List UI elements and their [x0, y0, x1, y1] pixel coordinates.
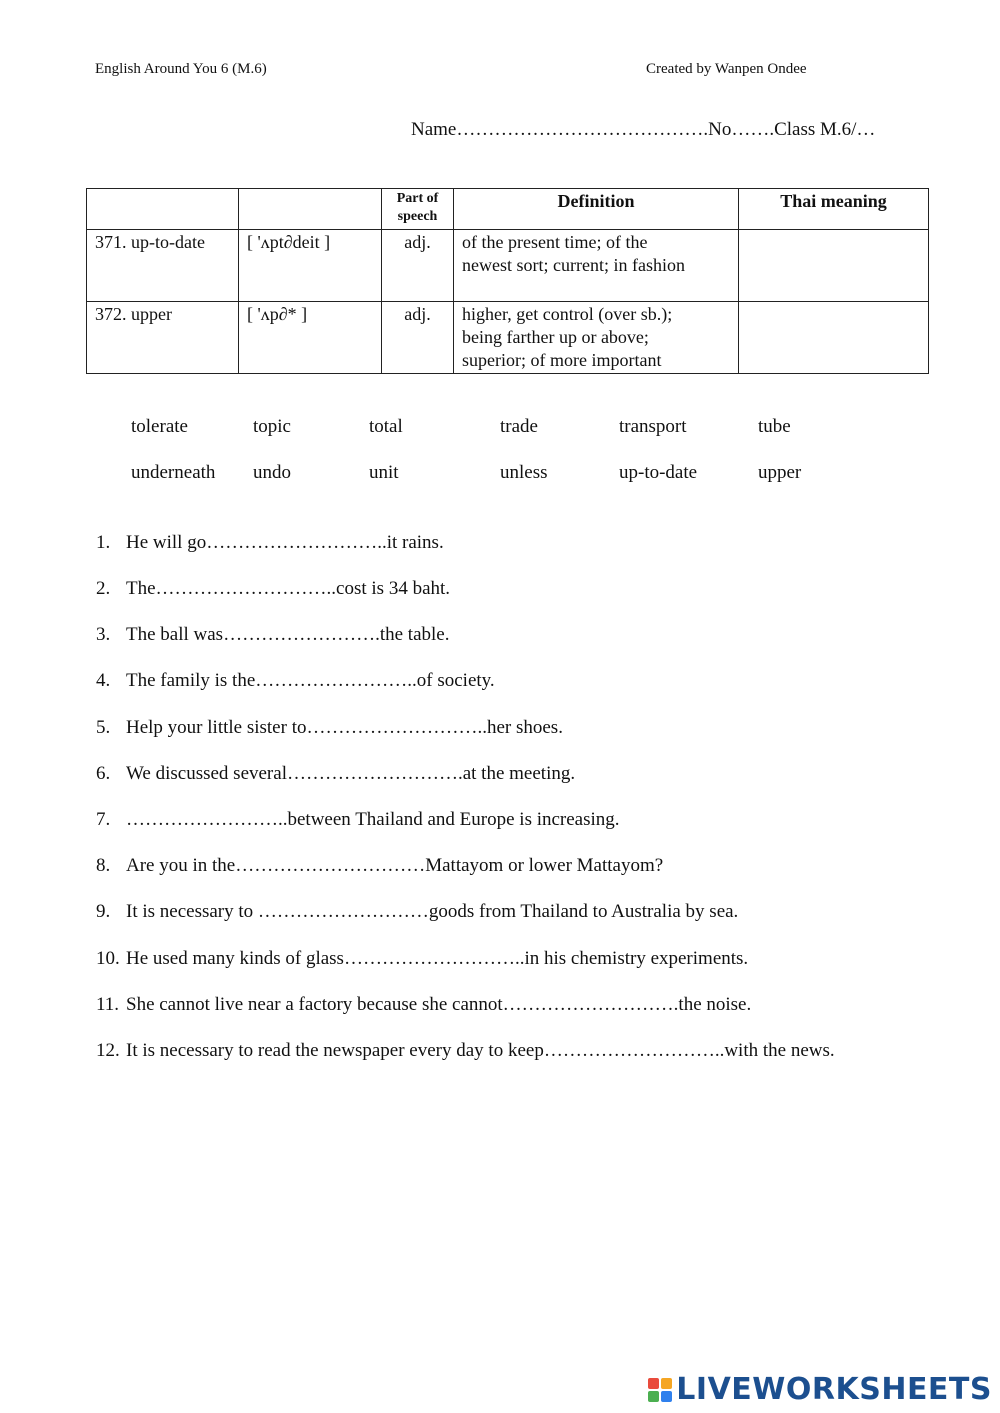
word-bank-item: tolerate: [131, 416, 188, 437]
header-definition: Definition: [454, 189, 739, 230]
word-bank-item: underneath: [131, 462, 216, 483]
sentence-item[interactable]: [96, 855, 663, 877]
worksheet-title: English Around You 6 (M.6): [95, 61, 267, 77]
sentence-number: 5.: [96, 717, 111, 738]
header-thai-meaning: Thai meaning: [739, 189, 929, 230]
word-bank-item: trade: [500, 416, 538, 437]
sentence-number: 7.: [96, 809, 111, 830]
vocab-pronunciation: [ 'ʌpt∂deit ]: [239, 230, 382, 302]
table-row: [87, 230, 929, 302]
sentence-item[interactable]: [96, 1040, 835, 1062]
sentence-item[interactable]: [96, 670, 495, 692]
vocab-word: 372. upper: [87, 302, 239, 374]
definition-line: newest sort; current; in fashion: [462, 255, 685, 275]
sentence-item[interactable]: [96, 624, 449, 646]
sentence-number: 11.: [96, 994, 120, 1015]
thai-meaning-answer-cell[interactable]: [739, 302, 929, 374]
sentence-text: The………………………..cost is 34 baht.: [126, 578, 451, 599]
sentence-number: 10.: [96, 948, 120, 969]
word-bank-item: unit: [369, 462, 399, 483]
sentence-number: 12.: [96, 1040, 120, 1061]
vocabulary-table: [86, 188, 929, 374]
sentence-text: He will go………………………..it rains.: [126, 532, 444, 553]
sentence-item[interactable]: [96, 809, 620, 831]
vocab-pronunciation: [ 'ʌp∂* ]: [239, 302, 382, 374]
definition-line: higher, get control (over sb.);: [462, 304, 673, 324]
thai-meaning-answer-cell[interactable]: [739, 230, 929, 302]
sentence-text: The ball was…………………….the table.: [126, 624, 450, 645]
header-word: [87, 189, 239, 230]
word-bank-item: total: [369, 416, 403, 437]
vocab-part-of-speech: adj.: [382, 302, 454, 374]
header-pronunciation: [239, 189, 382, 230]
word-bank-item: undo: [253, 462, 291, 483]
brand-text: LIVEWORKSHEETS: [676, 1372, 992, 1407]
vocab-word: 371. up-to-date: [87, 230, 239, 302]
vocab-part-of-speech: adj.: [382, 230, 454, 302]
sentence-text: The family is the……………………..of society.: [126, 670, 495, 691]
sentence-number: 4.: [96, 670, 111, 691]
definition-line: being farther up or above;: [462, 327, 649, 347]
sentence-number: 6.: [96, 763, 111, 784]
table-header-row: [87, 189, 929, 230]
sentence-text: Are you in the…………………………Mattayom or lower Mattayom?: [126, 855, 664, 876]
definition-line: of the present time; of the: [462, 232, 648, 252]
sentence-item[interactable]: [96, 532, 444, 554]
sentence-item[interactable]: [96, 948, 748, 970]
liveworksheets-logo-icon: [648, 1378, 672, 1402]
sentence-number: 2.: [96, 578, 111, 599]
sentence-item[interactable]: [96, 717, 563, 739]
sentence-item[interactable]: [96, 578, 450, 600]
sentence-text: It is necessary to read the newspaper every day to keep………………………..with the news.: [126, 1040, 835, 1061]
word-bank-item: up-to-date: [619, 462, 698, 483]
sentence-number: 1.: [96, 532, 111, 553]
sentence-number: 3.: [96, 624, 111, 645]
header-part-of-speech: Part of speech: [382, 189, 454, 230]
word-bank-item: transport: [619, 416, 687, 437]
definition-line: superior; of more important: [462, 350, 662, 370]
sentence-number: 9.: [96, 901, 111, 922]
liveworksheets-brand[interactable]: [648, 1372, 992, 1407]
vocab-definition: [454, 302, 739, 374]
author-credit: Created by Wanpen Ondee: [646, 61, 807, 77]
sentence-text: ……………………..between Thailand and Europe is increasing.: [126, 809, 620, 830]
word-bank-item: topic: [253, 416, 291, 437]
word-bank-item: unless: [500, 462, 548, 483]
sentence-item[interactable]: [96, 994, 751, 1016]
sentence-number: 8.: [96, 855, 111, 876]
sentence-text: She cannot live near a factory because she cannot……………………….the noise.: [126, 994, 752, 1015]
sentence-text: It is necessary to ………………………goods from Thailand to Australia by sea.: [126, 901, 739, 922]
word-bank-item: tube: [758, 416, 791, 437]
sentence-text: We discussed several……………………….at the meeting.: [126, 763, 576, 784]
vocab-definition: [454, 230, 739, 302]
sentence-text: Help your little sister to………………………..her shoes.: [126, 717, 563, 738]
sentence-item[interactable]: [96, 901, 738, 923]
sentence-item[interactable]: [96, 763, 575, 785]
sentence-text: He used many kinds of glass………………………..in his chemistry experiments.: [126, 948, 749, 969]
word-bank-item: upper: [758, 462, 802, 483]
student-name-line[interactable]: Name………………………………….No…….Class M.6/…: [411, 119, 876, 140]
table-row: [87, 302, 929, 374]
